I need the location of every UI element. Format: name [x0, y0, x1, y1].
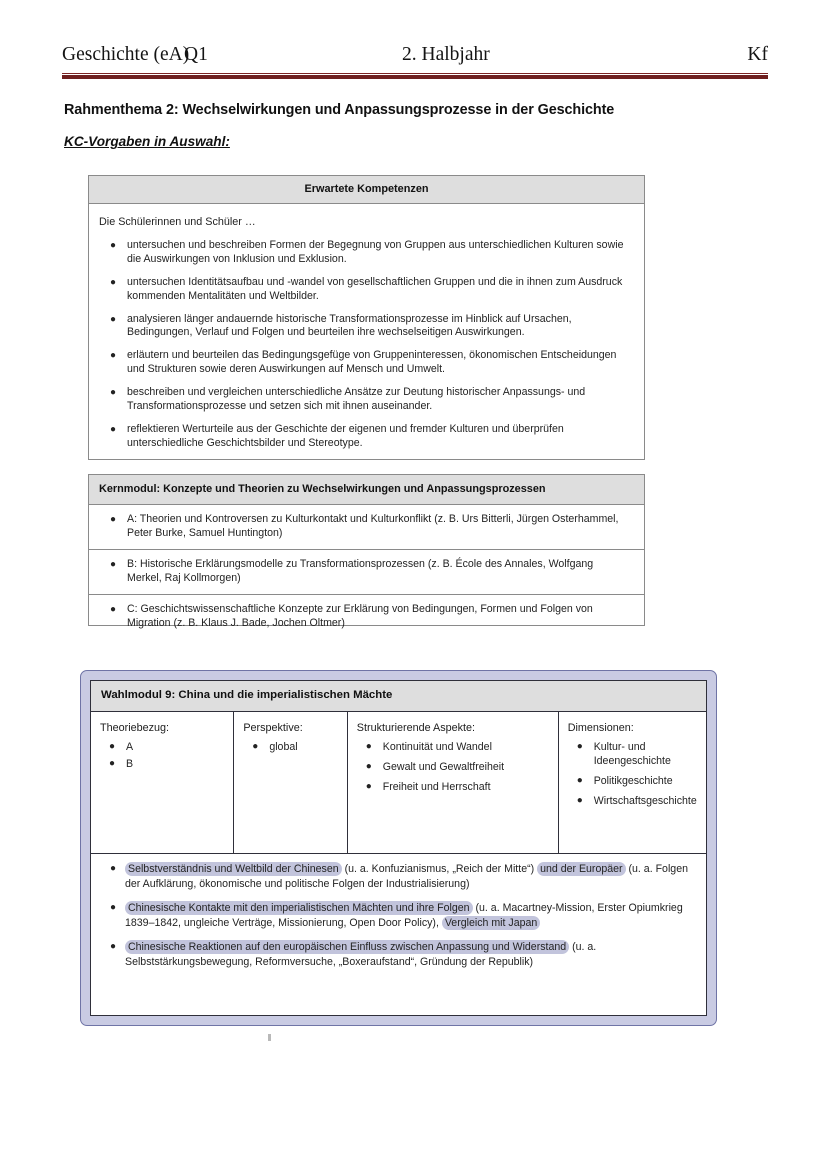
bullet-icon: ●	[365, 740, 372, 752]
highlighted-text: und der Europäer	[537, 862, 625, 876]
bullet-icon: ●	[108, 757, 116, 769]
bullet-icon: ●	[109, 239, 117, 251]
bullet-icon: ●	[109, 350, 117, 362]
kompetenzen-intro: Die Schülerinnen und Schüler …	[99, 216, 256, 229]
kompetenz-item-text: erläutern und beurteilen das Bedingungsgefüge von Gruppeninteressen, ökonomischen Entscheidungen und Strukturen sowie deren Auswirkungen auf Mensch und Umwelt.	[127, 349, 617, 376]
header-subject: Geschichte (eA)	[62, 44, 190, 65]
table-header-kompetenzen: Erwartete Kompetenzen	[89, 176, 644, 204]
wahlmodul-column-item-text: B	[126, 757, 134, 770]
table-erwartete-kompetenzen	[88, 175, 645, 460]
kompetenz-item-text: beschreiben und vergleichen unterschiedliche Ansätze zur Deutung historischer Anpassungs- und Transformationsprozesse und setzen sich mit ihnen auseinander.	[127, 386, 586, 413]
header-rule-thick	[62, 75, 768, 79]
wahlmodul-content-item	[97, 940, 692, 970]
wahlmodul-column-item	[357, 760, 553, 774]
scan-artifact-mark	[268, 1034, 271, 1041]
bullet-icon: ●	[109, 604, 117, 616]
wahlmodul-column-item-text: Wirtschaftsgeschichte	[593, 795, 697, 808]
table-body-kernmodul	[89, 505, 644, 639]
wahlmodul-content-item	[97, 862, 692, 892]
page-title: Rahmenthema 2: Wechselwirkungen und Anpassungsprozesse in der Geschichte	[64, 102, 615, 118]
header-term: 2. Halbjahr	[402, 44, 490, 65]
bullet-icon: ●	[365, 760, 372, 772]
wahlmodul-column-item-text: Politikgeschichte	[593, 775, 673, 788]
kompetenz-item	[99, 349, 630, 377]
bullet-icon: ●	[108, 740, 116, 752]
header-teacher: Kf	[747, 44, 768, 65]
highlighted-text: Vergleich mit Japan	[442, 916, 540, 930]
header-rule-thin	[62, 73, 768, 74]
bullet-icon: ●	[252, 740, 259, 752]
table-body-kompetenzen	[89, 204, 644, 466]
bullet-icon: ●	[365, 781, 372, 793]
kompetenz-item	[99, 313, 630, 341]
wahlmodul-column-item	[243, 740, 341, 754]
kernmodul-row-list	[89, 603, 644, 631]
bullet-icon: ●	[109, 313, 117, 325]
wahlmodul-column-2	[234, 712, 347, 853]
wahlmodul-column-head: Perspektive:	[243, 722, 303, 735]
bullet-icon: ●	[109, 424, 117, 436]
kernmodul-item	[99, 513, 630, 541]
highlighted-text: Chinesische Kontakte mit den imperialistischen Mächten und ihre Folgen	[125, 901, 473, 915]
plain-text: (u. a. Konfuzianismus, „Reich der Mitte“)	[341, 863, 538, 876]
wahlmodul-column-item-text: global	[269, 740, 298, 753]
running-header-row	[62, 44, 768, 70]
wahlmodul-column-4	[559, 712, 706, 853]
wahlmodul-column-head: Strukturierende Aspekte:	[356, 722, 476, 735]
kernmodul-row	[89, 594, 644, 639]
wahlmodul-content	[91, 854, 706, 980]
table-header-kernmodul: Kernmodul: Konzepte und Theorien zu Wechselwirkungen und Anpassungsprozessen	[89, 475, 644, 505]
bullet-icon: ●	[576, 775, 583, 787]
table-kernmodul	[88, 474, 645, 630]
wahlmodul-column-item	[568, 774, 701, 788]
kompetenz-item-text: untersuchen Identitätsaufbau und -wandel von gesellschaftlichen Gruppen und die in ihnen zum Ausdruck kommenden Mentalitäten und Weltbilder.	[127, 275, 623, 302]
kompetenz-item-text: reflektieren Werturteile aus der Geschichte der eigenen und fremder Kulturen und überprüfen unterschiedliche Geschichtsbilder und Stereotype.	[127, 423, 564, 450]
wahlmodul-column-item	[100, 740, 228, 754]
wahlmodul-column-item	[100, 757, 228, 771]
kompetenz-item	[99, 276, 630, 304]
bullet-icon: ●	[576, 740, 583, 752]
running-header	[62, 44, 768, 76]
kernmodul-row-list	[89, 558, 644, 586]
wahlmodul-content-list	[91, 862, 706, 970]
kernmodul-item-text: A: Theorien und Kontroversen zu Kulturkontakt und Kulturkonflikt (z. B. Urs Bitterli, Jürgen Osterhammel, Peter Burke, Samuel Huntington)	[127, 513, 619, 540]
wahlmodul-column-list	[243, 740, 341, 754]
kompetenz-item-text: untersuchen und beschreiben Formen der Begegnung von Gruppen aus unterschiedlichen Kulturen sowie die Auswirkungen von Inklusion und Exklusion.	[127, 238, 624, 265]
wahlmodul-column-head: Dimensionen:	[567, 722, 634, 735]
kernmodul-item	[99, 558, 630, 586]
wahlmodul-columns	[91, 712, 706, 854]
bullet-icon: ●	[109, 387, 117, 399]
kompetenzen-list	[89, 233, 644, 467]
plain-text: (u. a. Folgen der Aufklärung, ökonomische und politische Folgen der Industrialisierung)	[125, 863, 688, 891]
kernmodul-item-text: B: Historische Erklärungsmodelle zu Transformationsprozessen (z. B. École des Annales, Wolfgang Merkel, Raj Kollmorgen)	[127, 558, 594, 585]
bullet-icon: ●	[109, 514, 117, 526]
highlighted-text: Selbstverständnis und Weltbild der Chinesen	[125, 862, 342, 876]
wahlmodul-column-item-text: Freiheit und Herrschaft	[382, 781, 491, 794]
wahlmodul-column-item-text: Kultur- und Ideengeschichte	[593, 740, 671, 767]
wahlmodul-column-list	[357, 740, 553, 795]
wahlmodul-content-item	[97, 901, 692, 931]
wahlmodul-column-item-text: A	[126, 740, 134, 753]
kernmodul-row	[89, 505, 644, 549]
kernmodul-row	[89, 549, 644, 594]
kernmodul-row-list	[89, 513, 644, 541]
kernmodul-item-text: C: Geschichtswissenschaftliche Konzepte zur Erklärung von Bedingungen, Formen und Folgen von Migration (z. B. Klaus J. Bade, Jochen Oltmer)	[127, 603, 593, 630]
kernmodul-item	[99, 603, 630, 631]
section-subtitle: KC-Vorgaben in Auswahl:	[64, 134, 230, 149]
header-course: Q1	[184, 44, 208, 65]
plain-text: (u. a. Macartney-Mission, Erster Opiumkrieg 1839–1842, ungleiche Verträge, Missionierung, Open Door Policy),	[125, 902, 683, 930]
wahlmodul-column-item-text: Gewalt und Gewaltfreiheit	[382, 760, 505, 773]
wahlmodul-column-item-text: Kontinuität und Wandel	[382, 740, 492, 753]
highlighted-text: Chinesische Reaktionen auf den europäischen Einfluss zwischen Anpassung und Widerstand	[125, 940, 569, 954]
wahlmodul-column-list	[100, 740, 228, 771]
wahlmodul-column-item	[357, 780, 553, 794]
wahlmodul-title: Wahlmodul 9: China und die imperialistischen Mächte	[91, 681, 706, 712]
wahlmodul-table	[90, 680, 707, 1016]
kompetenz-item	[99, 423, 630, 451]
kompetenz-item	[99, 386, 630, 414]
bullet-icon: ●	[109, 276, 117, 288]
plain-text: (u. a. Selbststärkungsbewegung, Reformversuche, „Boxeraufstand“, Gründung der Republik)	[125, 941, 597, 969]
wahlmodul-column-list	[568, 740, 701, 809]
bullet-icon: ●	[109, 863, 117, 875]
wahlmodul-column-item	[568, 740, 701, 768]
wahlmodul-column-3	[348, 712, 559, 853]
bullet-icon: ●	[109, 902, 117, 914]
kompetenz-item	[99, 239, 630, 267]
wahlmodul-column-1	[91, 712, 234, 853]
bullet-icon: ●	[109, 559, 117, 571]
wahlmodul-column-item	[568, 794, 701, 808]
wahlmodul-column-head: Theoriebezug:	[100, 722, 170, 735]
wahlmodul-column-item	[357, 740, 553, 754]
bullet-icon: ●	[109, 941, 117, 953]
bullet-icon: ●	[576, 795, 583, 807]
wahlmodul-frame	[80, 670, 717, 1026]
kompetenz-item-text: analysieren länger andauernde historische Transformationsprozesse im Hinblick auf Ursachen, Bedingungen, Verlauf und Folgen und beurteilen ihre wechselseitigen Auswirkungen.	[127, 312, 572, 339]
